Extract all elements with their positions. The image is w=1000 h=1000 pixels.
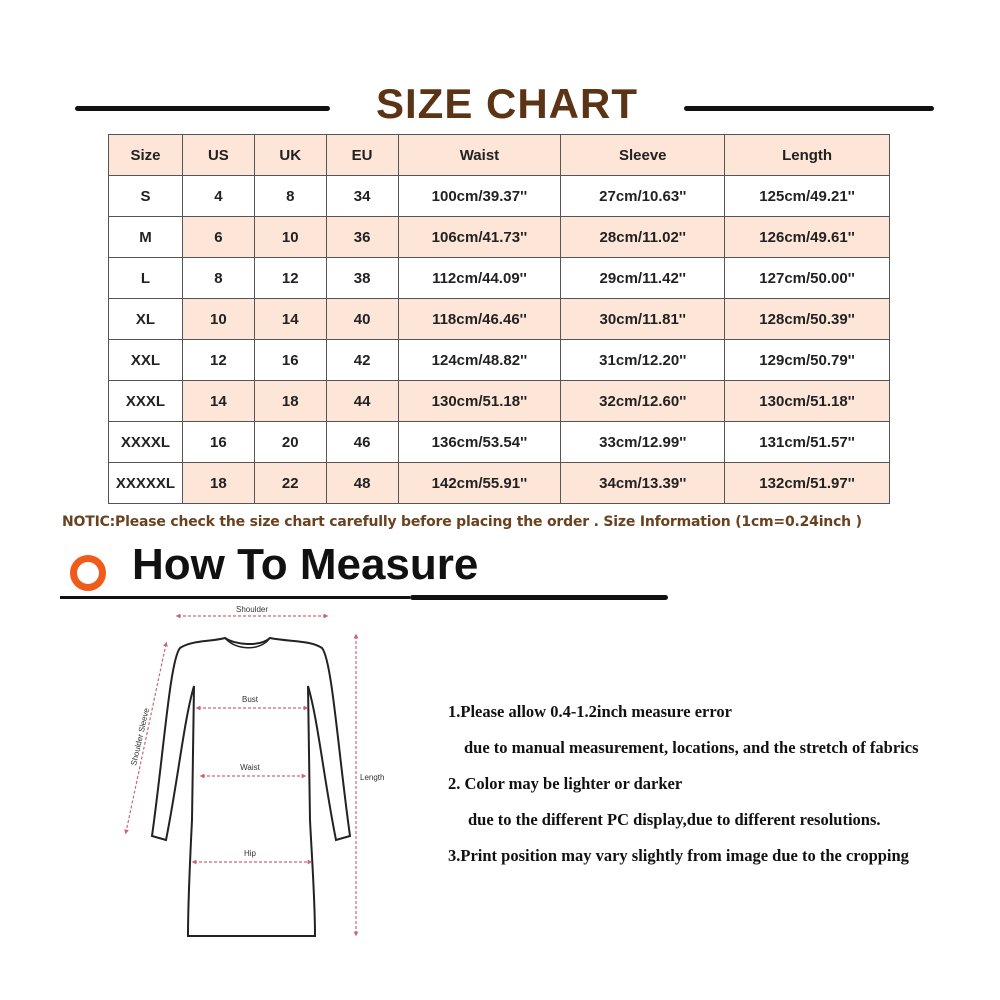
shoulder-sleeve-label: Shoulder Sleeve xyxy=(129,707,152,767)
table-cell: 100cm/39.37'' xyxy=(398,176,561,217)
table-cell: 27cm/10.63'' xyxy=(561,176,725,217)
table-cell: 127cm/50.00'' xyxy=(725,258,890,299)
title-bar xyxy=(0,78,1000,138)
table-cell: 8 xyxy=(254,176,326,217)
table-row xyxy=(109,381,890,422)
table-cell: 128cm/50.39'' xyxy=(725,299,890,340)
table-cell: 38 xyxy=(326,258,398,299)
title-divider-left xyxy=(75,106,330,111)
table-cell: 14 xyxy=(254,299,326,340)
table-cell: 40 xyxy=(326,299,398,340)
table-row xyxy=(109,217,890,258)
table-cell: 10 xyxy=(182,299,254,340)
table-cell: 106cm/41.73'' xyxy=(398,217,561,258)
shoulder-label: Shoulder xyxy=(235,605,269,614)
table-cell: 30cm/11.81'' xyxy=(561,299,725,340)
size-table xyxy=(108,134,890,504)
table-cell: 136cm/53.54'' xyxy=(398,422,561,463)
table-row xyxy=(109,463,890,504)
table-cell: 6 xyxy=(182,217,254,258)
measure-divider-thin xyxy=(60,596,410,599)
table-cell: 20 xyxy=(254,422,326,463)
table-header: Waist xyxy=(398,135,561,176)
table-cell: 130cm/51.18'' xyxy=(398,381,561,422)
table-cell: 125cm/49.21'' xyxy=(725,176,890,217)
table-header: Sleeve xyxy=(561,135,725,176)
table-cell: 12 xyxy=(254,258,326,299)
measure-divider-thick xyxy=(410,595,668,600)
page-title: SIZE CHART xyxy=(376,80,638,127)
table-row xyxy=(109,340,890,381)
table-cell: 12 xyxy=(182,340,254,381)
table-cell: 29cm/11.42'' xyxy=(561,258,725,299)
table-cell: 10 xyxy=(254,217,326,258)
table-header: EU xyxy=(326,135,398,176)
measure-title: How To Measure xyxy=(132,540,479,589)
table-cell: XXL xyxy=(109,340,183,381)
length-label: Length xyxy=(360,773,385,782)
table-cell: 16 xyxy=(182,422,254,463)
hip-label: Hip xyxy=(243,849,257,858)
table-header: UK xyxy=(254,135,326,176)
table-cell: 131cm/51.57'' xyxy=(725,422,890,463)
dress-diagram xyxy=(110,600,410,945)
table-cell: 112cm/44.09'' xyxy=(398,258,561,299)
table-cell: S xyxy=(109,176,183,217)
title-divider-right xyxy=(684,106,934,111)
table-row xyxy=(109,258,890,299)
table-header: Size xyxy=(109,135,183,176)
table-cell: 31cm/12.20'' xyxy=(561,340,725,381)
table-cell: 36 xyxy=(326,217,398,258)
table-cell: 48 xyxy=(326,463,398,504)
table-cell: 124cm/48.82'' xyxy=(398,340,561,381)
table-cell: 8 xyxy=(182,258,254,299)
table-cell: XL xyxy=(109,299,183,340)
table-row xyxy=(109,176,890,217)
table-cell: XXXL xyxy=(109,381,183,422)
table-cell: 32cm/12.60'' xyxy=(561,381,725,422)
table-cell: 33cm/12.99'' xyxy=(561,422,725,463)
table-cell: 126cm/49.61'' xyxy=(725,217,890,258)
note-line: due to manual measurement, locations, and the stretch of fabrics xyxy=(464,738,919,757)
note-line: 3.Print position may vary slightly from image due to the cropping xyxy=(448,846,909,865)
table-header-row xyxy=(109,135,890,176)
table-cell: 16 xyxy=(254,340,326,381)
table-cell: 130cm/51.18'' xyxy=(725,381,890,422)
table-cell: 118cm/46.46'' xyxy=(398,299,561,340)
note-line: 2. Color may be lighter or darker xyxy=(448,774,683,793)
table-cell: 4 xyxy=(182,176,254,217)
note-line: 1.Please allow 0.4-1.2inch measure error xyxy=(448,702,732,721)
table-cell: 22 xyxy=(254,463,326,504)
table-cell: 46 xyxy=(326,422,398,463)
table-cell: 44 xyxy=(326,381,398,422)
table-cell: 142cm/55.91'' xyxy=(398,463,561,504)
table-cell: 18 xyxy=(182,463,254,504)
dress-outline xyxy=(152,638,350,936)
table-cell: 34cm/13.39'' xyxy=(561,463,725,504)
table-cell: XXXXL xyxy=(109,422,183,463)
table-cell: 28cm/11.02'' xyxy=(561,217,725,258)
table-row xyxy=(109,299,890,340)
table-cell: 42 xyxy=(326,340,398,381)
table-cell: 129cm/50.79'' xyxy=(725,340,890,381)
table-cell: XXXXXL xyxy=(109,463,183,504)
waist-label: Waist xyxy=(240,763,260,772)
size-notice: NOTIC:Please check the size chart carefully before placing the order . Size Information (1cm=0.24inch ) xyxy=(62,514,862,530)
table-cell: 18 xyxy=(254,381,326,422)
table-row xyxy=(109,422,890,463)
table-cell: 34 xyxy=(326,176,398,217)
circle-icon xyxy=(70,555,106,591)
table-cell: L xyxy=(109,258,183,299)
table-header: US xyxy=(182,135,254,176)
table-cell: 132cm/51.97'' xyxy=(725,463,890,504)
table-header: Length xyxy=(725,135,890,176)
measure-header xyxy=(60,540,680,602)
bust-label: Bust xyxy=(241,695,259,704)
table-cell: M xyxy=(109,217,183,258)
table-cell: 14 xyxy=(182,381,254,422)
note-line: due to the different PC display,due to different resolutions. xyxy=(468,810,881,829)
